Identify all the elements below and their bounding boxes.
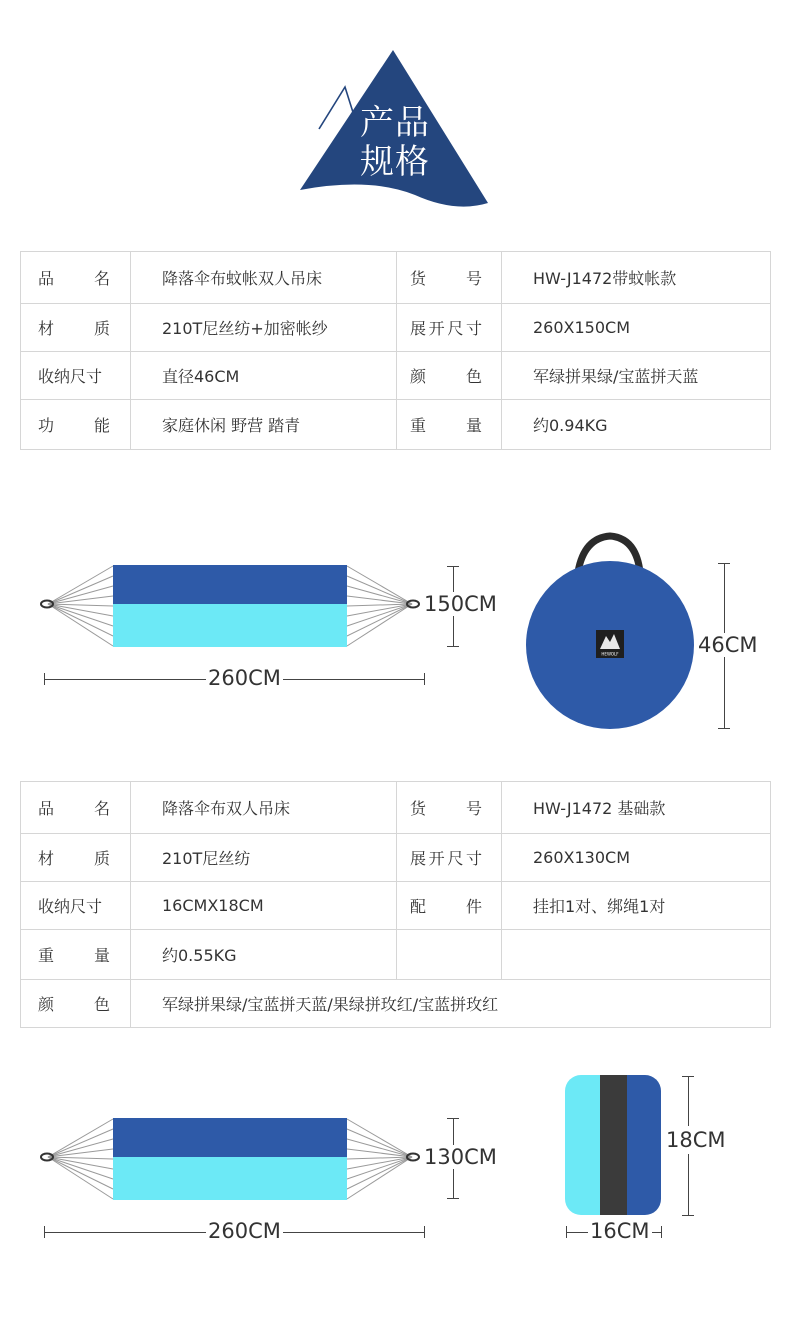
row-label: 材质 xyxy=(38,849,110,868)
hammock-bottom-panel xyxy=(113,1157,347,1200)
table-row xyxy=(21,882,771,930)
row-label: 货号 xyxy=(410,799,482,818)
hammock-width-label: 260CM xyxy=(208,666,281,690)
row-value: 降落伞布双人吊床 xyxy=(131,782,397,834)
row-value: 直径46CM xyxy=(131,352,397,400)
dimension-tick xyxy=(44,673,45,685)
right-strings xyxy=(347,1119,412,1199)
title-line-1: 产品 xyxy=(360,103,430,143)
table-row xyxy=(21,782,771,834)
pouch-height-label: 18CM xyxy=(666,1128,726,1152)
row-value: 210T尼丝纺+加密帐纱 xyxy=(131,304,397,352)
table-row xyxy=(21,400,771,450)
right-strings xyxy=(347,566,412,646)
row-value: 军绿拼果绿/宝蓝拼天蓝 xyxy=(502,352,771,400)
round-storage-bag xyxy=(520,530,705,735)
row-value: 210T尼丝纺 xyxy=(131,834,397,882)
empty-cell xyxy=(502,930,771,980)
table-row xyxy=(21,930,771,980)
hammock-height-label: 130CM xyxy=(424,1145,497,1169)
dimension-tick xyxy=(682,1215,694,1216)
bag-diameter-label: 46CM xyxy=(698,633,758,657)
hammock-diagram-1 xyxy=(36,560,426,655)
row-label: 品名 xyxy=(38,799,110,818)
dimension-tick xyxy=(424,1226,425,1238)
row-value: 挂扣1对、绑绳1对 xyxy=(502,882,771,930)
dimension-tick xyxy=(447,566,459,567)
row-value: 军绿拼果绿/宝蓝拼天蓝/果绿拼玫红/宝蓝拼玫红 xyxy=(131,980,771,1028)
hammock-width-label: 260CM xyxy=(208,1219,281,1243)
row-label: 颜色 xyxy=(410,367,482,386)
row-label: 展开尺寸 xyxy=(410,319,482,338)
dimension-tick xyxy=(44,1226,45,1238)
row-value: HW-J1472带蚊帐款 xyxy=(502,252,771,304)
spec-table-1 xyxy=(20,251,771,450)
row-value: 约0.55KG xyxy=(131,930,397,980)
hammock-bottom-panel xyxy=(113,604,347,647)
dimension-tick xyxy=(424,673,425,685)
dimension-tick xyxy=(447,1118,459,1119)
dimension-tick xyxy=(447,1198,459,1199)
hammock-top-panel xyxy=(113,1118,347,1157)
dimension-tick xyxy=(566,1226,567,1238)
row-value: 降落伞布蚊帐双人吊床 xyxy=(131,252,397,304)
left-strings xyxy=(48,1119,113,1199)
row-label: 功能 xyxy=(38,416,110,435)
row-label: 颜色 xyxy=(38,995,110,1014)
pouch-width-label: 16CM xyxy=(590,1219,650,1243)
row-label: 展开尺寸 xyxy=(410,849,482,868)
spec-table-2 xyxy=(20,781,771,1028)
title-line-2: 规格 xyxy=(360,142,430,182)
row-label: 配件 xyxy=(410,897,482,916)
row-value: 260X130CM xyxy=(502,834,771,882)
pouch-left-panel xyxy=(563,1073,600,1218)
row-value: HW-J1472 基础款 xyxy=(502,782,771,834)
row-label: 收纳尺寸 xyxy=(38,897,103,916)
row-label: 货号 xyxy=(410,269,482,288)
table-row xyxy=(21,252,771,304)
empty-cell xyxy=(397,930,502,980)
table-row xyxy=(21,980,771,1028)
dimension-tick xyxy=(661,1226,662,1238)
table-row xyxy=(21,304,771,352)
row-label: 重量 xyxy=(410,416,482,435)
dimension-tick xyxy=(682,1076,694,1077)
dimension-tick xyxy=(718,728,730,729)
pouch-center-strap xyxy=(600,1073,627,1218)
table-row xyxy=(21,352,771,400)
row-label: 收纳尺寸 xyxy=(38,367,103,386)
hammock-height-label: 150CM xyxy=(424,592,497,616)
row-value: 260X150CM xyxy=(502,304,771,352)
dimension-tick xyxy=(718,563,730,564)
hammock-top-panel xyxy=(113,565,347,604)
row-value: 家庭休闲 野营 踏青 xyxy=(131,400,397,450)
row-label: 品名 xyxy=(38,269,110,288)
row-label: 材质 xyxy=(38,319,110,338)
hammock-diagram-2 xyxy=(36,1113,426,1208)
left-strings xyxy=(48,566,113,646)
pouch-right-panel xyxy=(627,1073,663,1218)
bag-logo-text: HEWOLF xyxy=(601,651,619,657)
storage-pouch xyxy=(563,1073,663,1218)
table-row xyxy=(21,834,771,882)
row-value: 约0.94KG xyxy=(502,400,771,450)
dimension-tick xyxy=(447,646,459,647)
row-value: 16CMX18CM xyxy=(131,882,397,930)
row-label: 重量 xyxy=(38,946,110,965)
